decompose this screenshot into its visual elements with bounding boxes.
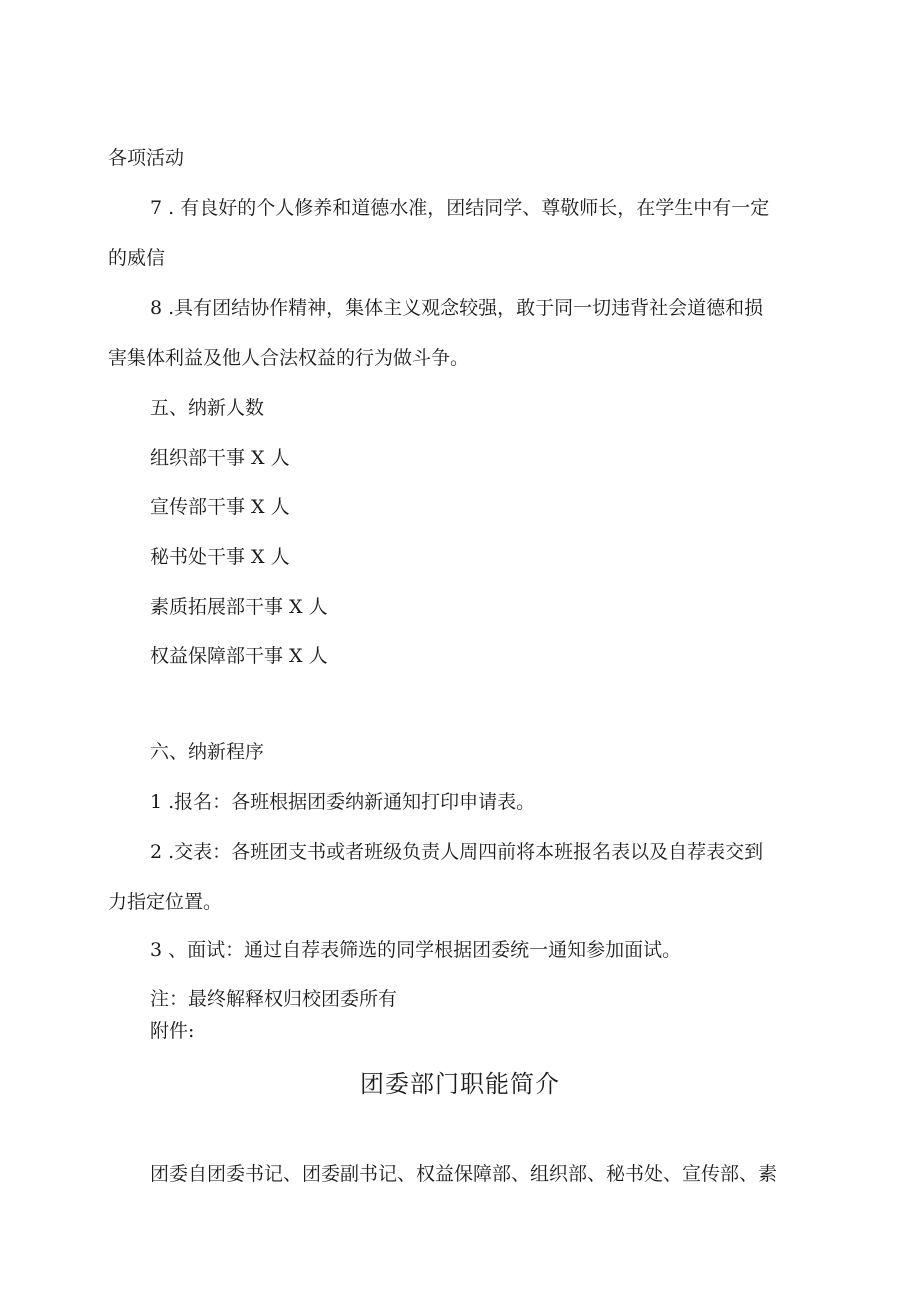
recruit-quality-development: 素质拓展部干事 X 人 xyxy=(150,596,328,618)
procedure-step-1: 1 .报名：各班根据团委纳新通知打印申请表。 xyxy=(150,791,536,813)
section-heading-recruit-count: 五、纳新人数 xyxy=(150,397,265,419)
section-title: 团委部门职能简介 xyxy=(360,1070,560,1098)
recruit-rights-protection: 权益保障部干事 X 人 xyxy=(150,645,328,667)
text-line-item-8-cont: 害集体利益及他人合法权益的行为做斗争。 xyxy=(108,347,470,369)
text-line-item-7: 7 . 有良好的个人修养和道德水准，团结同学、尊敬师长，在学生中有一定 xyxy=(150,197,770,219)
text-line-item-8: 8 .具有团结协作精神，集体主义观念较强，敢于同一切违背社会道德和损 xyxy=(150,297,764,319)
procedure-step-2-cont: 力指定位置。 xyxy=(108,891,223,913)
text-line-activities: 各项活动 xyxy=(108,147,185,169)
attachment-label: 附件: xyxy=(150,1020,195,1042)
text-line-prestige: 的威信 xyxy=(108,247,166,269)
recruit-organization: 组织部干事 X 人 xyxy=(150,447,290,469)
procedure-step-3: 3 、面试：通过自荐表筛选的同学根据团委统一通知参加面试。 xyxy=(150,939,682,961)
note-line: 注：最终解释权归校团委所有 xyxy=(150,988,398,1010)
intro-line: 团委自团委书记、团委副书记、权益保障部、组织部、秘书处、宣传部、素 xyxy=(150,1163,778,1185)
procedure-step-2: 2 .交表：各班团支书或者班级负责人周四前将本班报名表以及自荐表交到 xyxy=(150,841,764,863)
recruit-publicity: 宣传部干事 X 人 xyxy=(150,496,290,518)
recruit-secretariat: 秘书处干事 X 人 xyxy=(150,546,290,568)
section-heading-procedure: 六、纳新程序 xyxy=(150,741,265,763)
